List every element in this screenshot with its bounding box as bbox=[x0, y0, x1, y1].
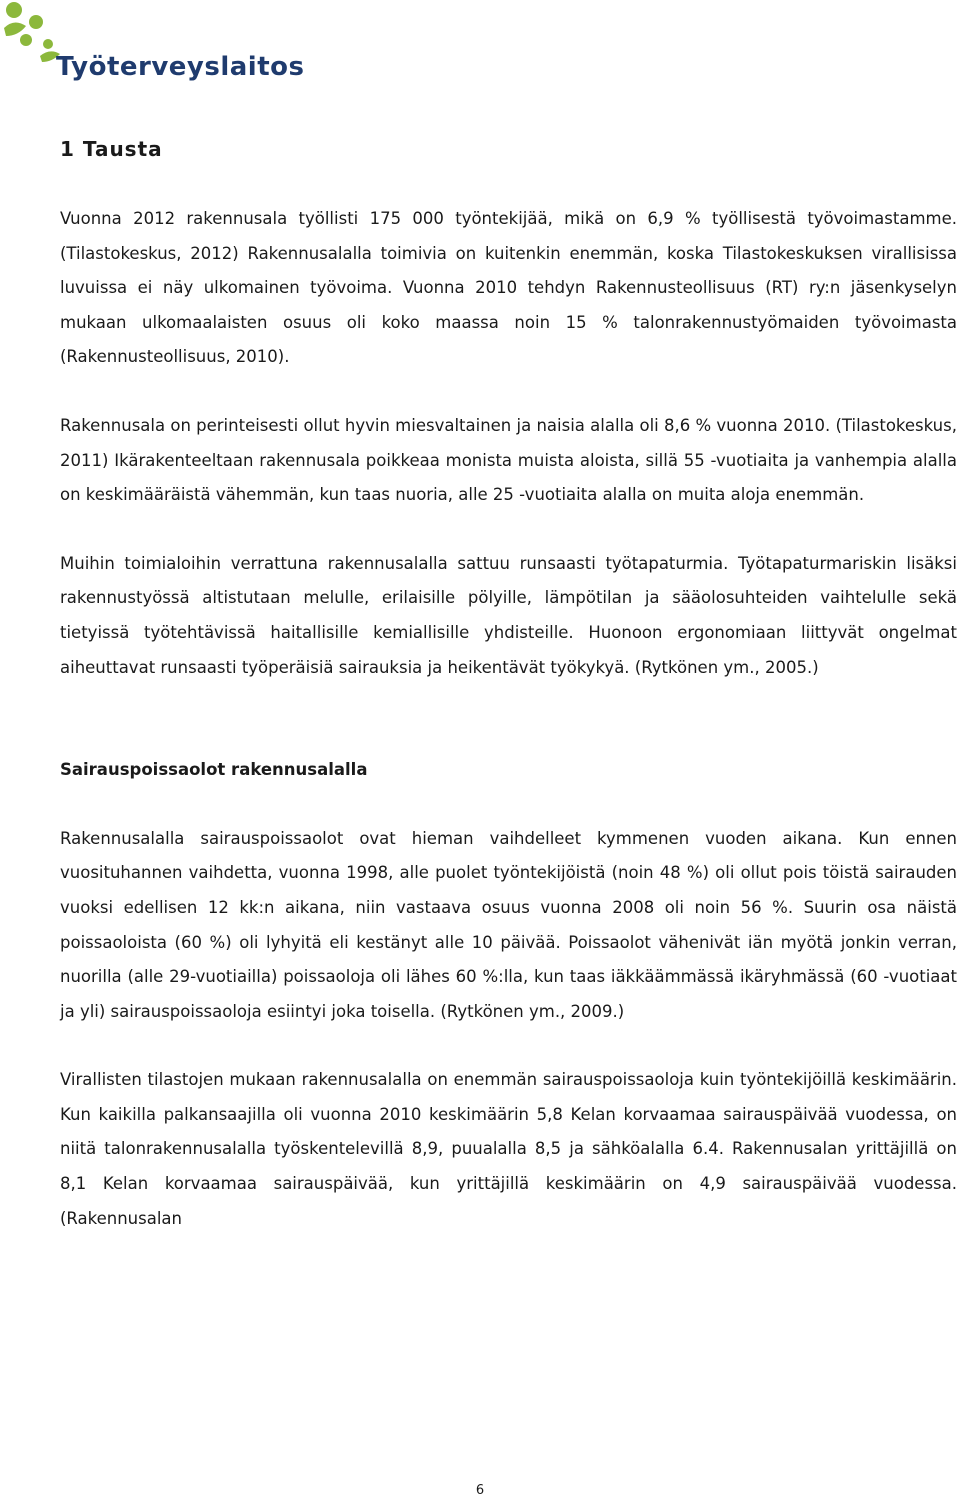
paragraph: Virallisten tilastojen mukaan rakennusalalla on enemmän sairauspoissaoloja kuin työntekijöillä keskimäärin. Kun kaikilla palkansaajilla oli vuonna 2010 keskimäärin 5,8 Kelan korvaamaa sairauspäivää vuodessa, on niitä talonrakennusalalla työskentelevillä 8,9, puualalla 8,5 ja sähköalalla 6.4. Rakennusalan yrittäjillä on 8,1 Kelan korvaamaa sairauspäivää, kun yrittäjillä keskimäärin on 4,9 sairauspäivää vuodessa. (Rakennusalan bbox=[60, 1070, 957, 1228]
page-number: 6 bbox=[475, 1483, 485, 1498]
paragraph: Rakennusalalla sairauspoissaolot ovat hieman vaihdelleet kymmenen vuoden aikana. Kun ennen vuosituhannen vaihdetta, vuonna 1998, alle puolet työntekijöistä (noin 48 %) oli ollut pois töistä sairauden vuoksi edellisen 12 kk:n aikana, niin vastaava osuus vuonna 2008 oli noin 56 %. Suurin osa näistä poissaoloista (60 %) oli lyhyitä eli kestänyt alle 10 päivää. Poissaolot vähenivät iän myötä jonkin verran, nuorilla (alle 29-vuotiailla) poissaoloja oli lähes 60 %:lla, kun taas iäkkäämmässä ikäryhmässä (60 -vuotiaat ja yli) sairauspoissaoloja esiintyi joka toisella. (Rytkönen ym., 2009.) bbox=[60, 828, 957, 1021]
paragraph: Vuonna 2012 rakennusala työllisti 175 000 työntekijää, mikä on 6,9 % työllisestä työvoimastamme. (Tilastokeskus, 2012) Rakennusalalla toimivia on kuitenkin enemmän, koska Tilastokeskuksen virallisissa luvuissa ei näy ulkomainen työvoima. Vuonna 2010 tehdyn Rakennusteollisuus (RT) ry:n jäsenkyselyn mukaan ulkomaalaisten osuus oli koko maassa noin 15 % talonrakennustyömaiden työvoimasta (Rakennusteollisuus, 2010). bbox=[60, 209, 957, 367]
section-heading: 1 Tausta bbox=[60, 137, 163, 161]
logo-wordmark: Työterveyslaitos bbox=[56, 52, 305, 82]
page-content bbox=[60, 130, 957, 1236]
paragraph: Rakennusala on perinteisesti ollut hyvin miesvaltainen ja naisia alalla oli 8,6 % vuonna 2010. (Tilastokeskus, 2011) Ikärakenteeltaan rakennusala poikkeaa monista muista aloista, sillä 55 -vuotiaita ja vanhempia alalla on keskimääräistä vähemmän, kun taas nuoria, alle 25 -vuotiaita alalla on muita aloja enemmän. bbox=[60, 415, 957, 505]
paragraph: Muihin toimialoihin verrattuna rakennusalalla sattuu runsaasti työtapaturmia. Työtapaturmariskin lisäksi rakennustyössä altistutaan melulle, erilaisille pölyille, lämpötilan ja sääolosuhteiden vaihtelulle sekä tietyissä työtehtävissä haitallisille kemiallisille yhdisteille. Huonoon ergonomiaan liittyvät ongelmat aiheuttavat runsaasti työperäisiä sairauksia ja heikentävät työkykyä. (Rytkönen ym., 2005.) bbox=[60, 553, 957, 677]
subsection-heading: Sairauspoissaolot rakennusalalla bbox=[60, 760, 368, 780]
header-logo bbox=[0, 0, 305, 100]
